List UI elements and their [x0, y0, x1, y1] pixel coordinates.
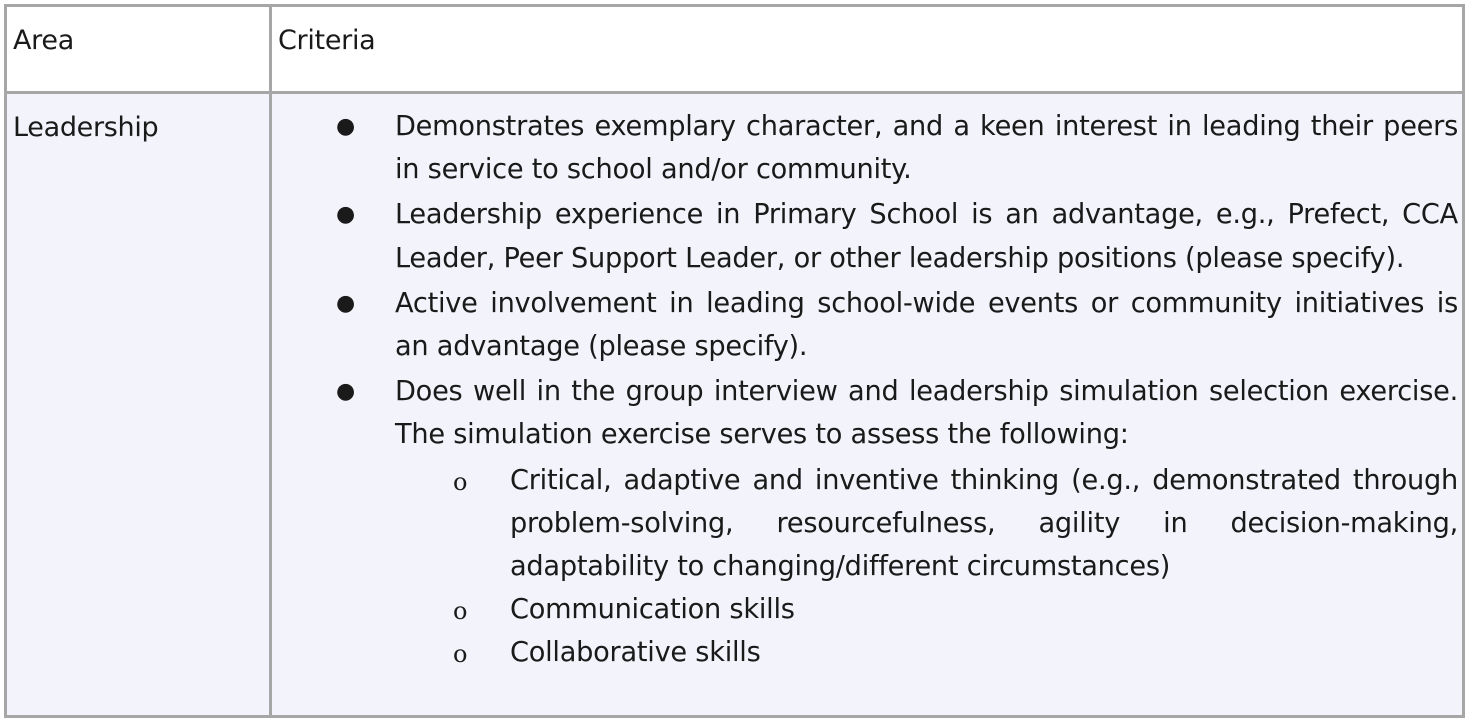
table-header-row [6, 6, 1464, 93]
criteria-item [272, 282, 1458, 368]
circle-bullet-icon: o [453, 597, 468, 626]
criteria-item [272, 105, 1458, 191]
sub-criteria-item [395, 459, 1458, 589]
header-criteria-label: Criteria [278, 25, 376, 56]
criteria-list [272, 94, 1462, 675]
table-row [6, 93, 1464, 717]
circle-bullet-icon: o [453, 640, 468, 669]
area-label: Leadership [13, 112, 159, 143]
criteria-item-text: Active involvement in leading school-wide events or community initiatives is an advantage (please specify). [395, 287, 1458, 363]
area-cell [6, 93, 271, 717]
header-cell-area [6, 6, 271, 93]
sub-criteria-item [395, 631, 1458, 674]
sub-criteria-list [395, 459, 1458, 675]
criteria-item-text: Demonstrates exemplary character, and a keen interest in leading their peers in service to school and/or community. [395, 111, 1458, 186]
header-cell-criteria [271, 6, 1464, 93]
criteria-cell [271, 93, 1464, 717]
criteria-item-text: Leadership experience in Primary School is an advantage, e.g., Prefect, CCA Leader, Peer Support Leader, or other leadership positions (please specify). [395, 199, 1458, 274]
criteria-table [4, 4, 1465, 718]
sub-criteria-item-text: Critical, adaptive and inventive thinking (e.g., demonstrated through problem-solving, resourcefulness, agility in decision-making, adaptability to changing/different circumstances) [510, 464, 1458, 583]
bullet-icon: ● [336, 290, 355, 316]
sub-criteria-item-text: Collaborative skills [510, 637, 761, 669]
criteria-item [272, 370, 1458, 674]
sub-criteria-item-text: Communication skills [510, 594, 795, 626]
header-area-label: Area [13, 25, 74, 56]
criteria-item [272, 193, 1458, 279]
circle-bullet-icon: o [453, 467, 468, 496]
sub-criteria-item [395, 588, 1458, 631]
bullet-icon: ● [336, 379, 355, 405]
bullet-icon: ● [336, 114, 355, 139]
criteria-item-text: Does well in the group interview and leadership simulation selection exercise. The simulation exercise serves to assess the following: [395, 376, 1458, 451]
bullet-icon: ● [336, 202, 355, 228]
